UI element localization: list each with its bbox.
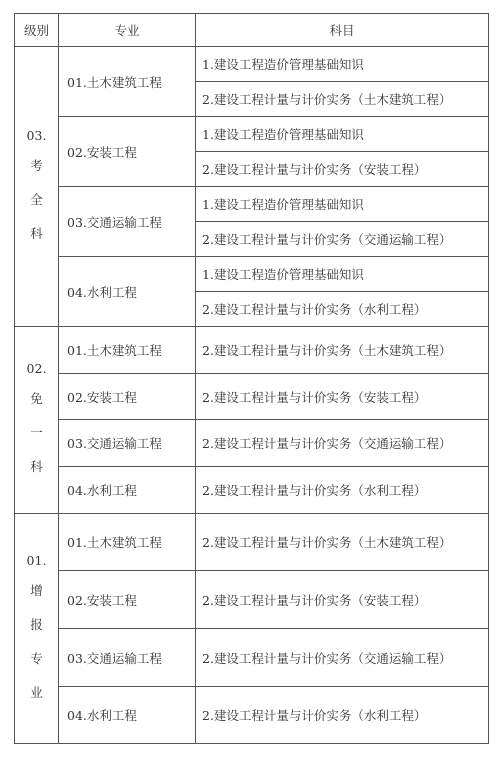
header-subject: 科目	[196, 14, 489, 47]
table-row	[15, 117, 489, 152]
level-char: 报	[30, 616, 43, 632]
level-cell	[15, 327, 59, 514]
table-row	[15, 420, 489, 467]
major-cell: 03.交通运输工程	[59, 629, 196, 687]
subject-cell: 1.建设工程造价管理基础知识	[196, 117, 489, 152]
header-row	[15, 14, 489, 47]
subject-cell: 2.建设工程计量与计价实务（土木建筑工程）	[196, 514, 489, 571]
subject-cell: 2.建设工程计量与计价实务（水利工程）	[196, 687, 489, 744]
table-row	[15, 571, 489, 629]
level-char: 科	[30, 225, 43, 241]
level-code: 01.	[26, 552, 47, 568]
table-row	[15, 257, 489, 292]
level-char: 业	[30, 684, 43, 700]
level-code: 03.	[26, 127, 47, 143]
major-cell: 04.水利工程	[59, 257, 196, 327]
subject-cell: 2.建设工程计量与计价实务（交通运输工程）	[196, 420, 489, 467]
header-major: 专业	[59, 14, 196, 47]
subject-cell: 1.建设工程造价管理基础知识	[196, 257, 489, 292]
subject-cell: 2.建设工程计量与计价实务（水利工程）	[196, 467, 489, 514]
subject-cell: 2.建设工程计量与计价实务（安装工程）	[196, 571, 489, 629]
major-cell: 01.土木建筑工程	[59, 327, 196, 374]
level-cell	[15, 47, 59, 327]
level-char: 一	[30, 425, 43, 440]
subject-cell: 2.建设工程计量与计价实务（交通运输工程）	[196, 222, 489, 257]
table-row	[15, 327, 489, 374]
major-cell: 04.水利工程	[59, 467, 196, 514]
subject-cell: 2.建设工程计量与计价实务（交通运输工程）	[196, 629, 489, 687]
subject-cell: 1.建设工程造价管理基础知识	[196, 187, 489, 222]
header-level: 级别	[15, 14, 59, 47]
subject-cell: 2.建设工程计量与计价实务（土木建筑工程）	[196, 327, 489, 374]
major-cell: 02.安装工程	[59, 374, 196, 420]
major-cell: 04.水利工程	[59, 687, 196, 744]
subject-cell: 2.建设工程计量与计价实务（水利工程）	[196, 292, 489, 327]
subject-cell: 2.建设工程计量与计价实务（安装工程）	[196, 374, 489, 420]
table-row	[15, 467, 489, 514]
table-row	[15, 374, 489, 420]
subject-cell: 2.建设工程计量与计价实务（土木建筑工程）	[196, 82, 489, 117]
level-cell	[15, 514, 59, 744]
subject-cell: 1.建设工程造价管理基础知识	[196, 47, 489, 82]
major-cell: 01.土木建筑工程	[59, 47, 196, 117]
major-cell: 01.土木建筑工程	[59, 514, 196, 571]
table-row	[15, 514, 489, 571]
table-row	[15, 687, 489, 744]
major-cell: 03.交通运输工程	[59, 420, 196, 467]
level-char: 专	[30, 650, 43, 666]
table-row	[15, 187, 489, 222]
level-char: 增	[30, 582, 43, 598]
level-char: 免	[30, 391, 43, 406]
level-char: 考	[30, 157, 43, 173]
exam-subject-table	[14, 13, 489, 744]
level-char: 全	[30, 191, 43, 207]
major-cell: 02.安装工程	[59, 117, 196, 187]
table-row	[15, 47, 489, 82]
level-code: 02.	[26, 361, 47, 376]
level-char: 科	[30, 459, 43, 474]
exam-subject-table-wrapper	[14, 13, 488, 744]
subject-cell: 2.建设工程计量与计价实务（安装工程）	[196, 152, 489, 187]
major-cell: 02.安装工程	[59, 571, 196, 629]
major-cell: 03.交通运输工程	[59, 187, 196, 257]
table-row	[15, 629, 489, 687]
